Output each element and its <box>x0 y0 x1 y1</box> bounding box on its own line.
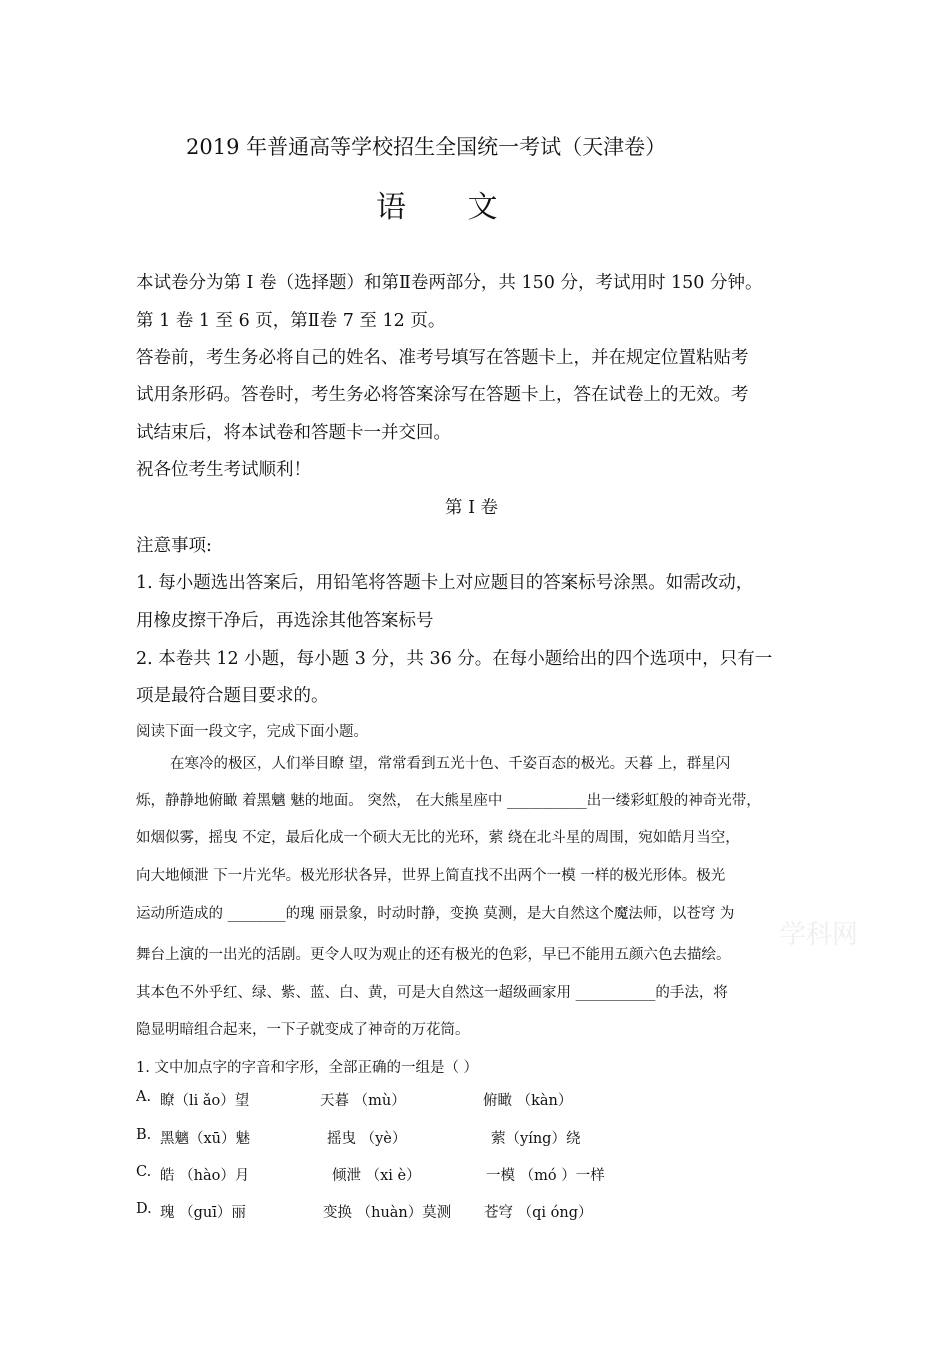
passage-line: 隐显明暗组合起来，一下子就变成了神奇的万花筒。 <box>136 1022 470 1038</box>
notes-line: 项是最符合题目要求的。 <box>136 686 329 706</box>
intro-line: 答卷前，考生务必将自己的姓名、准考号填写在答题卡上，并在规定位置粘贴考 <box>136 348 749 368</box>
passage-line: 运动所造成的 ________的瑰 丽景象，时动时静，变换 莫测，是大自然这个魔法师，以苍穹 为 <box>136 906 735 922</box>
option-item: 摇曳 （yè） <box>327 1131 407 1147</box>
option-item: 苍穹 （qi óng） <box>484 1205 593 1221</box>
passage-line: 如烟似雾，摇曳 不定，最后化成一个硕大无比的光环，萦 绕在北斗星的周围，宛如皓月当空， <box>136 830 740 846</box>
question-stem: 1. 文中加点字的字音和字形，全部正确的一组是（ ） <box>136 1060 479 1076</box>
volume-heading: 第 Ⅰ 卷 <box>445 498 499 518</box>
notes-line: 2. 本卷共 12 小题，每小题 3 分，共 36 分。在每小题给出的四个选项中，只有一 <box>136 649 773 669</box>
notes-line: 用橡皮擦干净后，再选涂其他答案标号 <box>136 611 434 631</box>
intro-line: 祝各位考生考试顺利！ <box>136 460 311 480</box>
passage-line: 其本色不外乎红、绿、紫、蓝、白、黄，可是大自然这一超级画家用 ___________的手法，将 <box>136 985 728 1001</box>
option-item: 黑魑（xū）魅 <box>160 1131 251 1147</box>
notes-line: 1. 每小题选出答案后，用铅笔将答题卡上对应题目的答案标号涂黑。如需改动， <box>136 573 754 593</box>
intro-line: 本试卷分为第 Ⅰ 卷（选择题）和第Ⅱ卷两部分，共 150 分，考试用时 150 分钟。 <box>136 273 763 293</box>
intro-line: 第 1 卷 1 至 6 页，第Ⅱ卷 7 至 12 页。 <box>136 311 446 331</box>
notes-heading: 注意事项: <box>136 536 212 556</box>
option-item: 倾泄 （xi è） <box>332 1168 421 1184</box>
option-label: D. <box>136 1201 152 1217</box>
exam-title: 2019 年普通高等学校招生全国统一考试（天津卷） <box>186 135 667 159</box>
intro-line: 试结束后，将本试卷和答题卡一并交回。 <box>136 423 451 443</box>
passage-line: 烁，静静地俯瞰 着黑魑 魅的地面。 突然， 在大熊星座中 ___________出一缕彩虹般的神奇光带， <box>136 793 761 809</box>
option-item: 天暮 （mù） <box>320 1093 406 1109</box>
option-item: 一模 （mó ）一样 <box>486 1168 605 1184</box>
intro-line: 试用条形码。答卷时，考生务必将答案涂写在答题卡上，答在试卷上的无效。考 <box>136 385 749 405</box>
option-label: C. <box>136 1164 152 1180</box>
reading-instruction: 阅读下面一段文字，完成下面小题。 <box>136 724 368 740</box>
option-item: 俯瞰 （kàn） <box>483 1093 573 1109</box>
option-label: B. <box>136 1127 152 1143</box>
option-item: 瞭（li ǎo）望 <box>160 1093 250 1109</box>
option-item: 变换 （huàn）莫测 <box>323 1205 452 1221</box>
watermark: 学科网 <box>780 920 859 950</box>
subject-title: 语 文 <box>376 190 524 225</box>
option-item: 皓 （hào）月 <box>160 1168 250 1184</box>
passage-line: 在寒冷的极区，人们举目瞭 望，常常看到五光十色、千姿百态的极光。天暮 上，群星闪 <box>170 756 731 772</box>
passage-line: 舞台上演的一出光的活剧。更令人叹为观止的还有极光的色彩，早已不能用五颜六色去描绘。 <box>136 947 731 963</box>
option-item: 萦（yíng）绕 <box>491 1131 581 1147</box>
option-item: 瑰 （guī）丽 <box>160 1205 246 1221</box>
passage-line: 向大地倾泄 下一片光华。极光形状各异，世界上简直找不出两个一模 一样的极光形体。极光 <box>136 868 726 884</box>
option-label: A. <box>136 1089 152 1105</box>
